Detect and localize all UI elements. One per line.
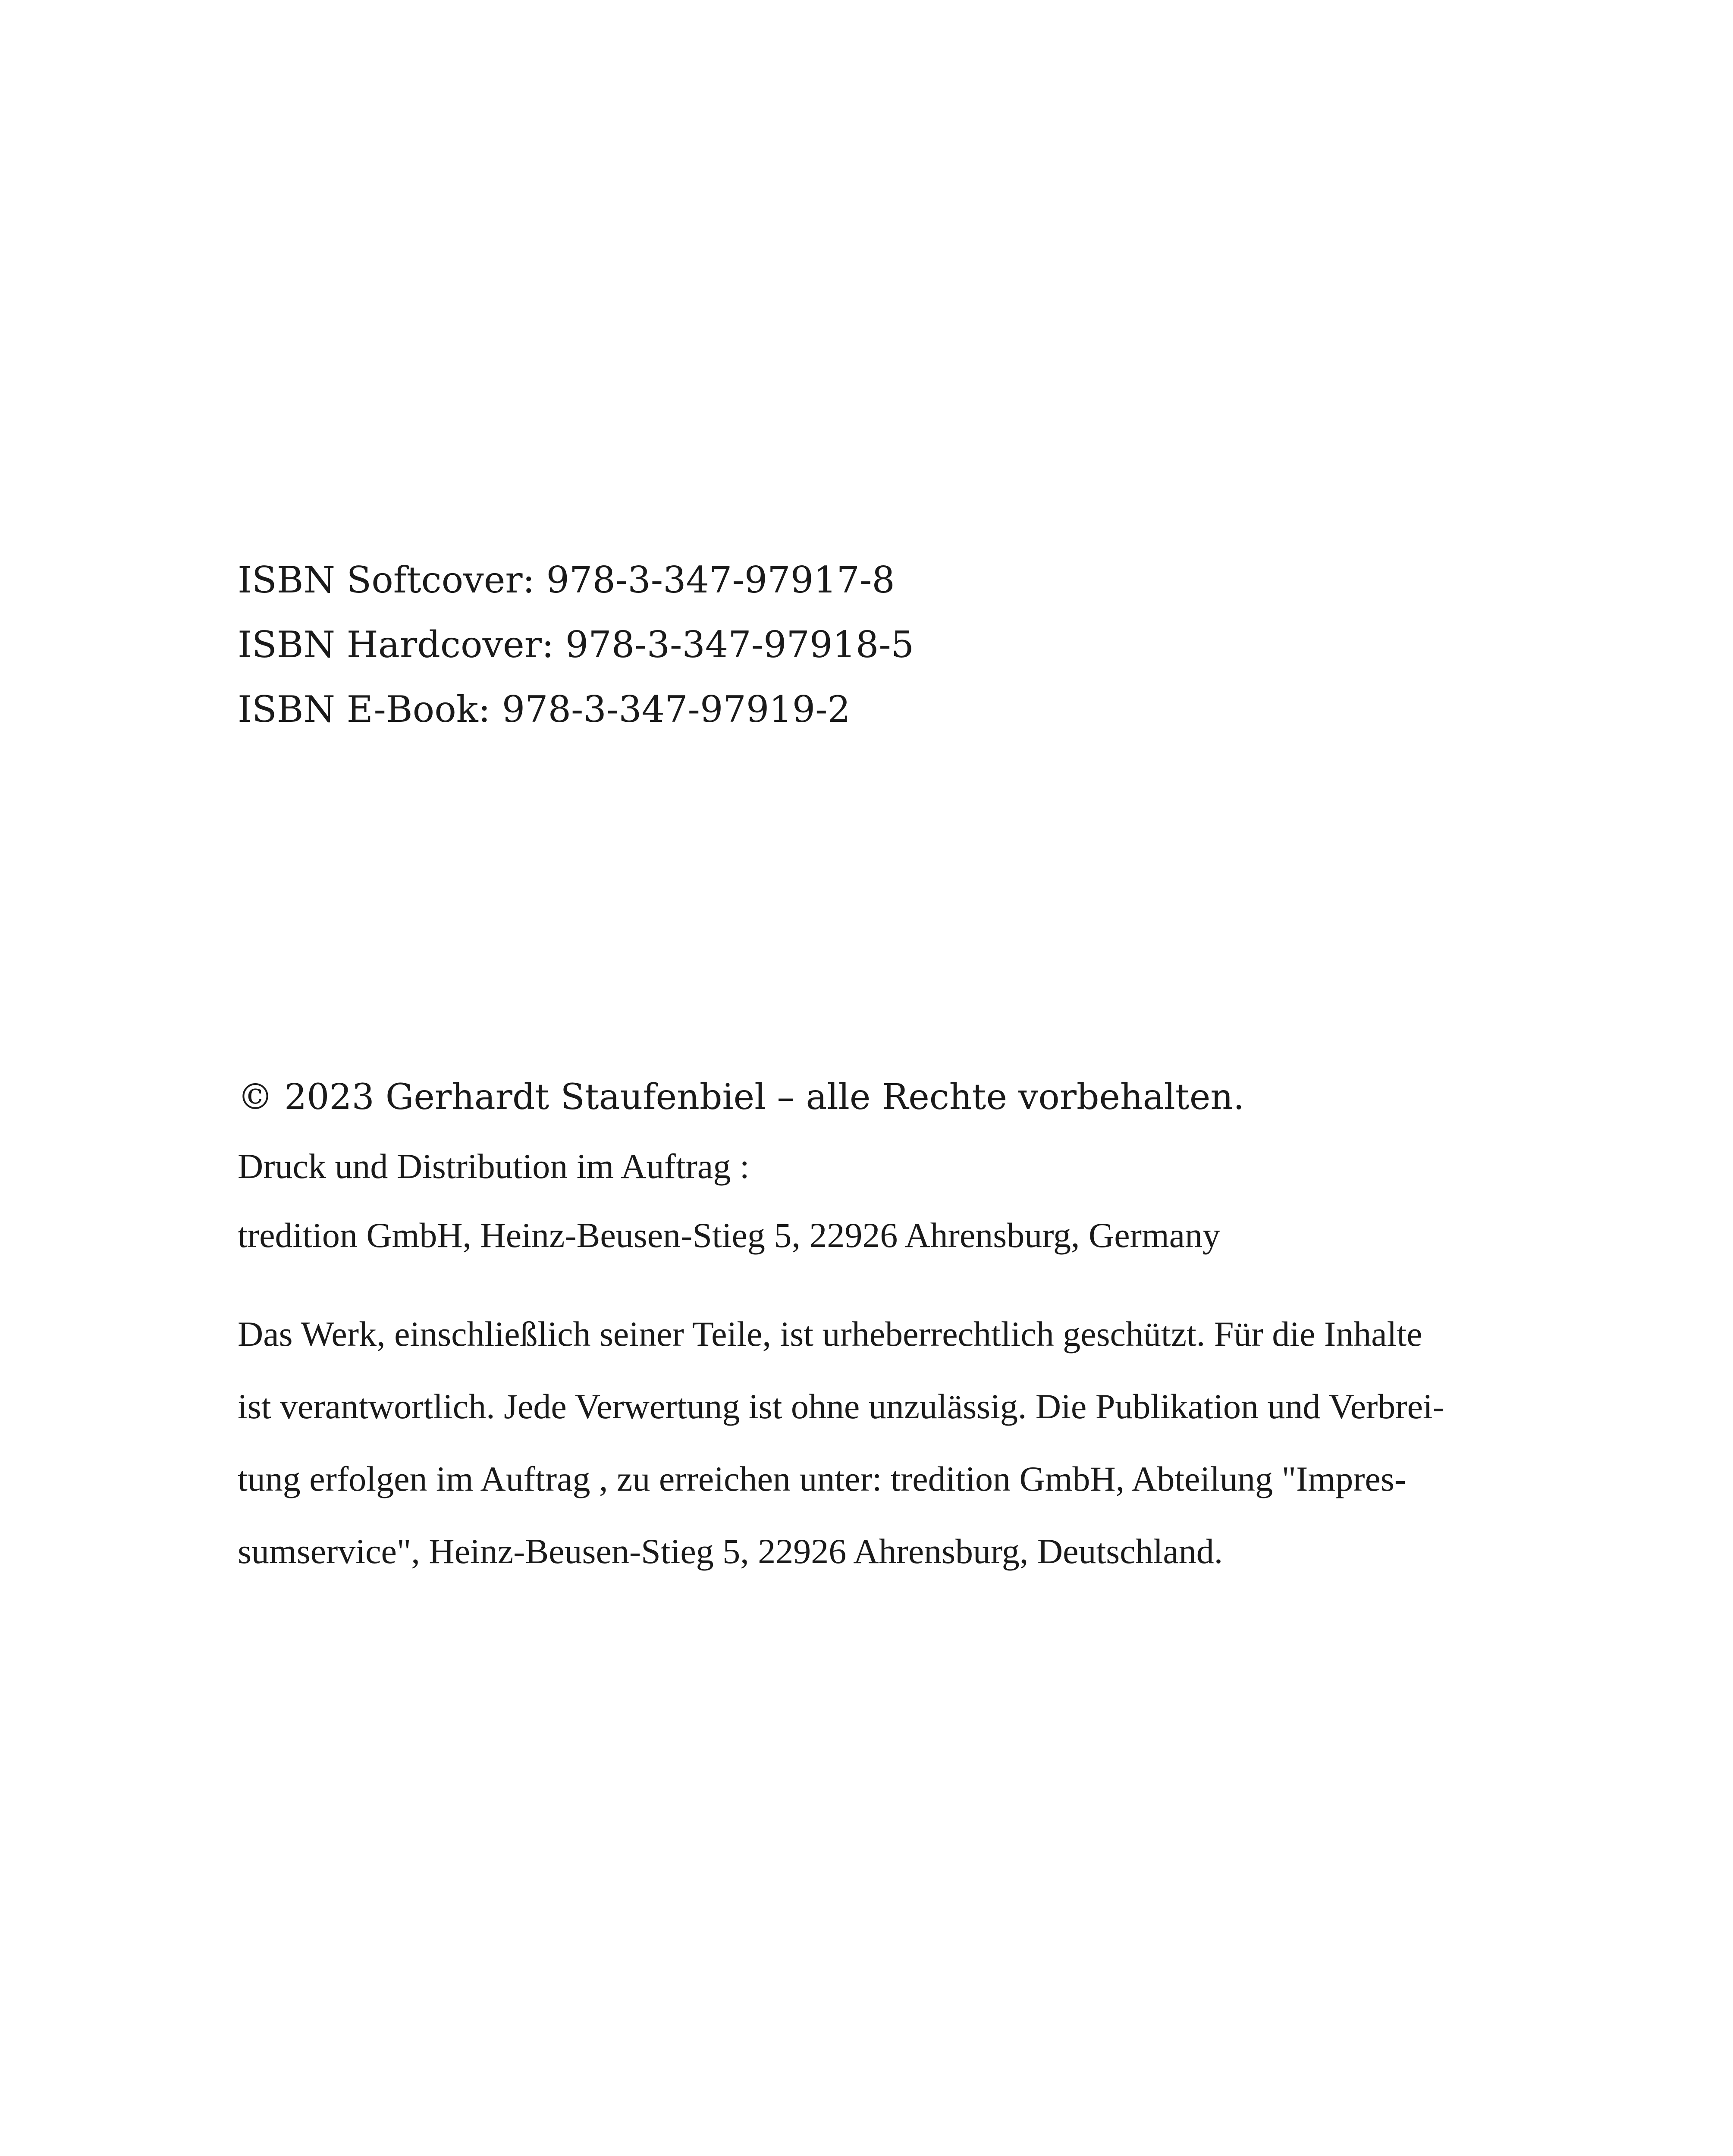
isbn-softcover: ISBN Softcover: 978-3-347-97917-8: [238, 559, 895, 601]
publisher-address: tredition GmbH, Heinz-Beusen-Stieg 5, 22926 Ahrensburg, Germany: [238, 1216, 1221, 1255]
isbn-ebook: ISBN E-Book: 978-3-347-97919-2: [238, 688, 851, 730]
legal-notice-line: Das Werk, einschließlich seiner Teile, ist urheberrechtlich geschützt. Für die Inhalte: [238, 1314, 1422, 1354]
legal-notice-line: ist verantwortlich. Jede Verwertung ist ohne unzulässig. Die Publikation und Verbrei-: [238, 1387, 1445, 1426]
isbn-hardcover: ISBN Hardcover: 978-3-347-97918-5: [238, 624, 914, 666]
print-distribution-line: Druck und Distribution im Auftrag :: [238, 1147, 750, 1186]
isbn-list: [238, 548, 914, 742]
legal-notice-line: sumservice", Heinz-Beusen-Stieg 5, 22926 Ahrensburg, Deutschland.: [238, 1532, 1223, 1571]
legal-notice-line: tung erfolgen im Auftrag , zu erreichen unter: tredition GmbH, Abteilung "Impres-: [238, 1459, 1406, 1498]
legal-notice: [238, 1298, 1532, 1588]
imprint-block: [238, 1063, 1244, 1270]
copyright-notice: © 2023 Gerhardt Staufenbiel – alle Rechte vorbehalten.: [238, 1077, 1245, 1118]
